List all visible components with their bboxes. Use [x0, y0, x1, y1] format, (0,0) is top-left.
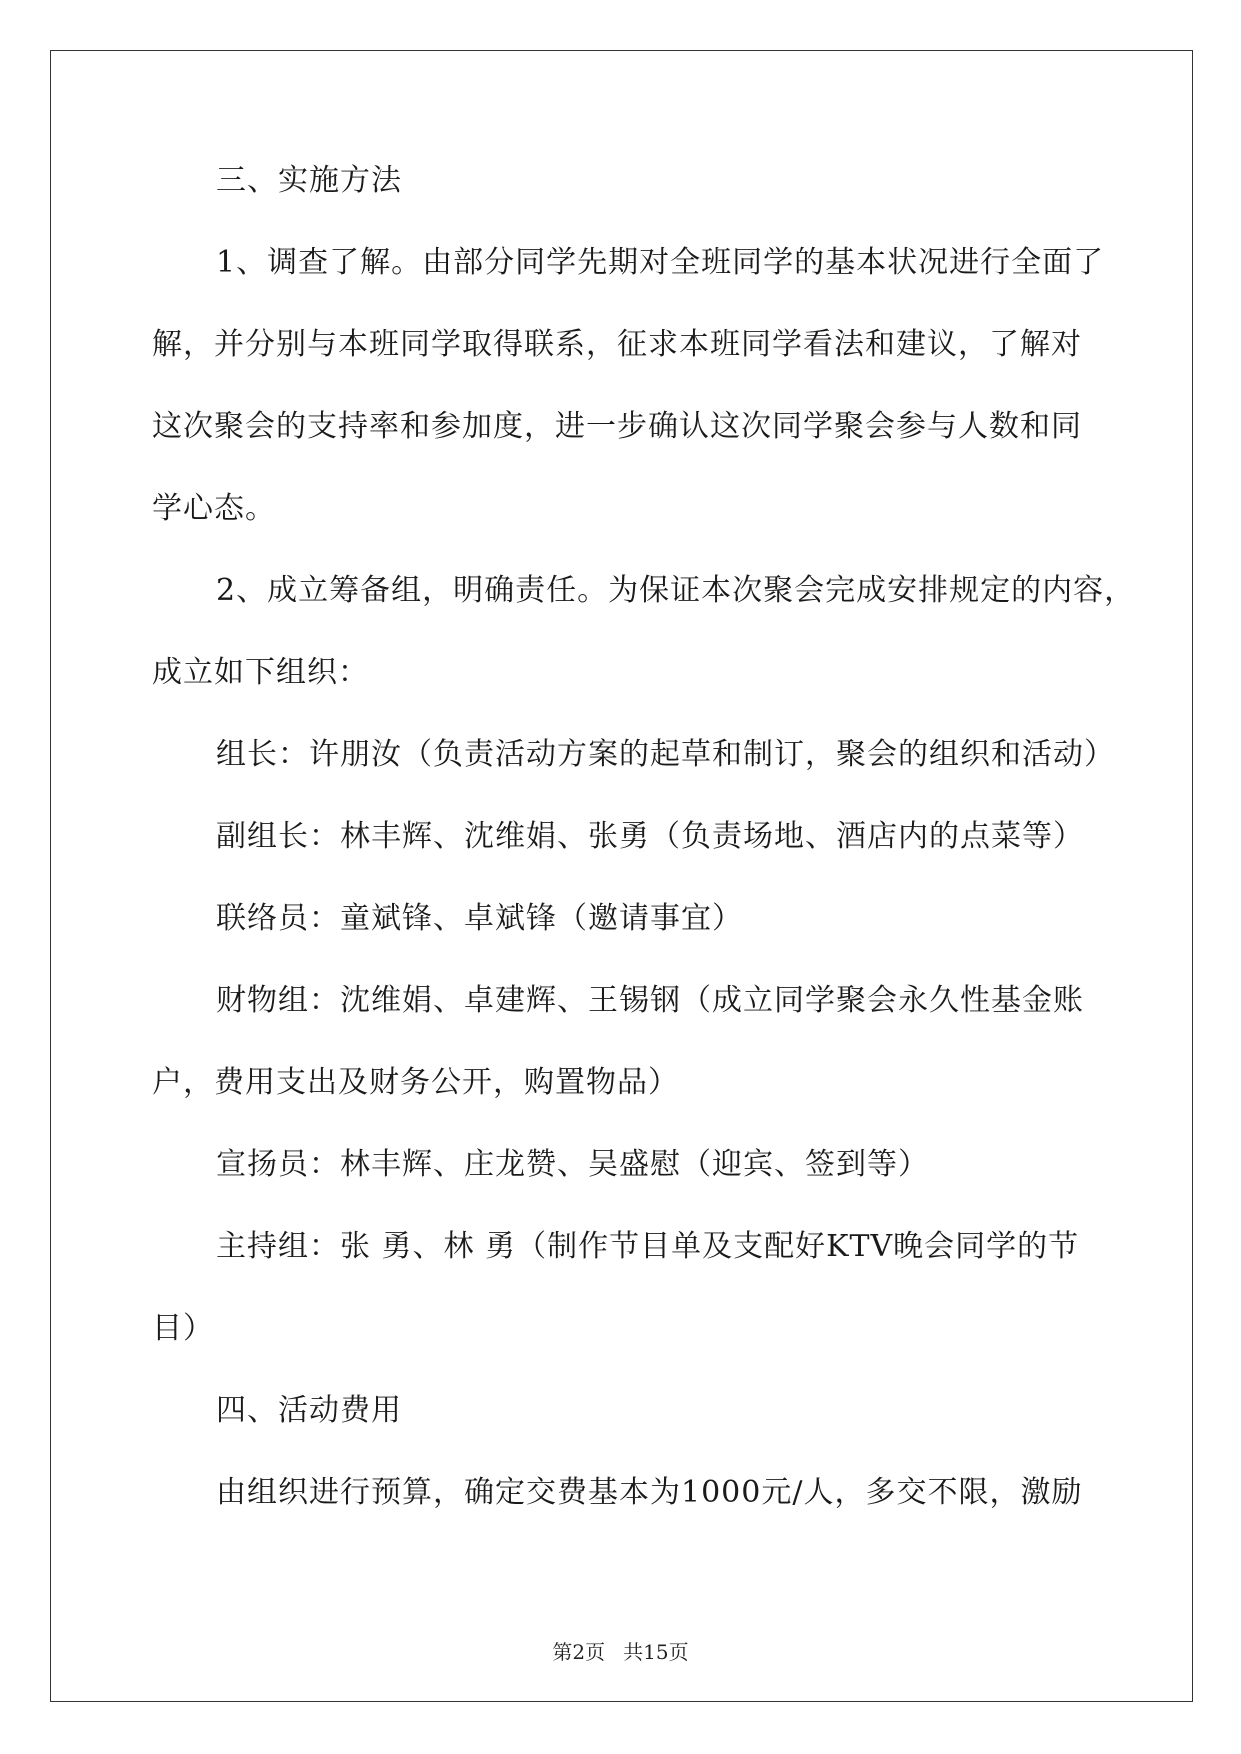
page-number: 第2页: [552, 1640, 606, 1664]
page-footer: [0, 1636, 1241, 1665]
document-body: [152, 140, 1136, 1534]
body-line: 组长：许朋汝（负责活动方案的起草和制订，聚会的组织和活动）: [216, 737, 1115, 772]
body-line: 解，并分别与本班同学取得联系，征求本班同学看法和建议，了解对: [152, 327, 1082, 362]
body-line: 这次聚会的支持率和参加度，进一步确认这次同学聚会参与人数和同: [152, 409, 1082, 444]
body-line: 学心态。: [152, 491, 276, 526]
body-line: 目）: [152, 1311, 214, 1346]
body-line: 联络员：童斌锋、卓斌锋（邀请事宜）: [216, 901, 743, 936]
body-line: 四、活动费用: [216, 1393, 402, 1428]
body-line: 1、调查了解。由部分同学先期对全班同学的基本状况进行全面了: [216, 245, 1105, 280]
body-line: 2、成立筹备组，明确责任。为保证本次聚会完成安排规定的内容，: [216, 573, 1136, 608]
body-line: 成立如下组织：: [152, 655, 369, 690]
body-line: 宣扬员：林丰辉、庄龙赞、吴盛慰（迎宾、签到等）: [216, 1147, 929, 1182]
body-line: 财物组：沈维娟、卓建辉、王锡钢（成立同学聚会永久性基金账: [216, 983, 1084, 1018]
body-line: 副组长：林丰辉、沈维娟、张勇（负责场地、酒店内的点菜等）: [216, 819, 1084, 854]
body-line: 三、实施方法: [216, 163, 402, 198]
body-line: 主持组：张 勇、林 勇（制作节目单及支配好KTV晚会同学的节: [216, 1229, 1080, 1264]
body-line: 户，费用支出及财务公开，购置物品）: [152, 1065, 679, 1100]
page-total: 共15页: [623, 1640, 689, 1664]
body-line: 由组织进行预算，确定交费基本为1000元/人，多交不限，激励: [216, 1475, 1083, 1510]
